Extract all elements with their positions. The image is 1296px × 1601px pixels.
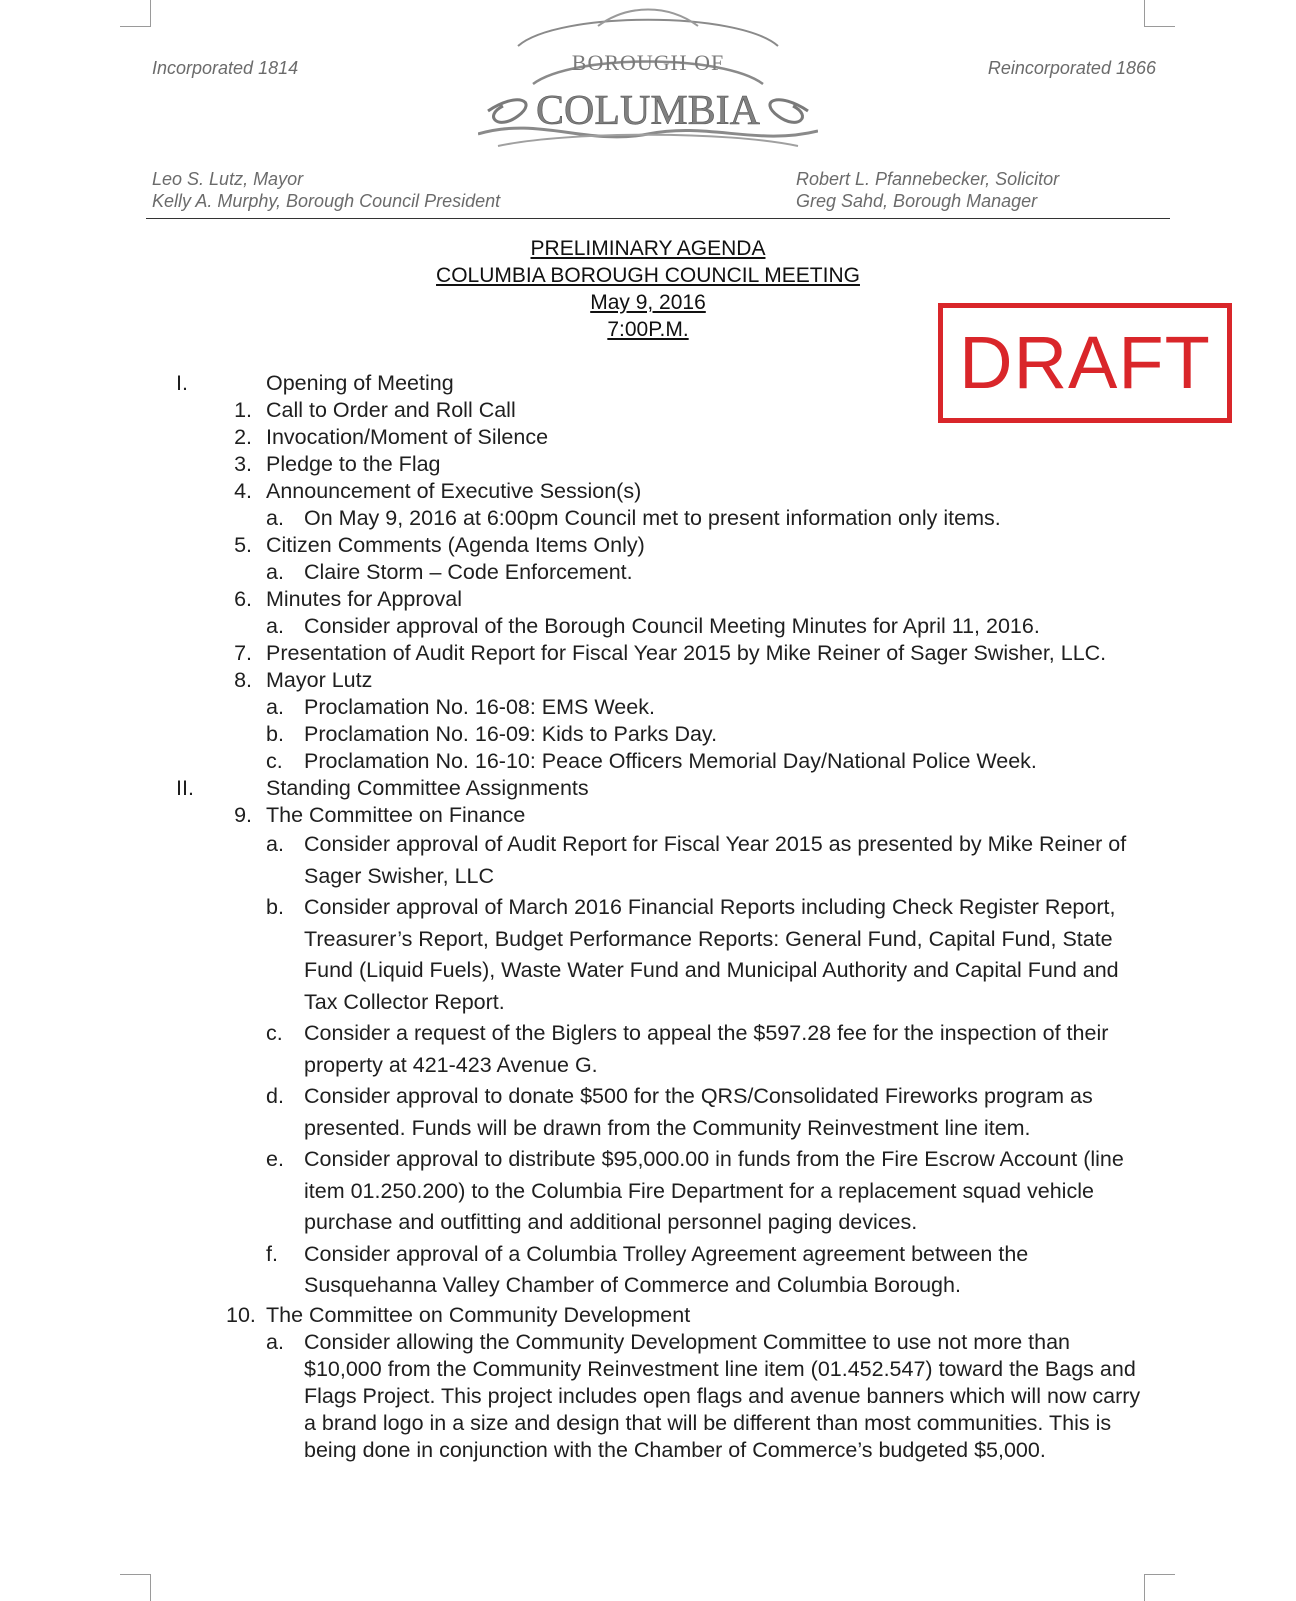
subitem-text: Consider approval of a Columbia Trolley Agreement agreement between the Susquehanna Valley Chamber of Commerce and Columbia Borough.	[304, 1241, 1029, 1297]
subitem-text: Consider approval of Audit Report for Fiscal Year 2015 as presented by Mike Reiner of Sager Swisher, LLC	[304, 832, 1127, 888]
subitem-letter: a.	[266, 832, 284, 856]
mayor-name: Leo S. Lutz, Mayor	[152, 169, 304, 189]
agenda-subitem	[0, 1144, 1296, 1239]
item-text: Call to Order and Roll Call	[266, 398, 516, 422]
agenda-subitem	[0, 829, 1296, 892]
crop-mark-bottom-left	[120, 1574, 151, 1601]
item-number: 2.	[234, 425, 252, 449]
header-divider	[146, 218, 1170, 219]
agenda-subitem	[0, 1018, 1296, 1081]
officials-left	[152, 168, 500, 212]
subitem-text: On May 9, 2016 at 6:00pm Council met to present information only items.	[304, 506, 1001, 530]
agenda-item	[0, 424, 1296, 451]
subitem-text: Claire Storm – Code Enforcement.	[304, 560, 633, 584]
subitem-letter: a.	[266, 695, 284, 719]
incorporated-text: Incorporated 1814	[152, 58, 299, 78]
subitem-letter: a.	[266, 1329, 284, 1354]
section-heading	[0, 370, 1296, 397]
subitem-letter: b.	[266, 722, 284, 746]
item-text: Mayor Lutz	[266, 668, 373, 692]
item-text: Presentation of Audit Report for Fiscal Year 2015 by Mike Reiner of Sager Swisher, LLC.	[266, 641, 1107, 665]
agenda-subitem	[0, 721, 1296, 748]
agenda-item	[0, 532, 1296, 559]
agenda-subitem	[0, 1081, 1296, 1144]
subitem-letter: c.	[266, 1021, 283, 1045]
item-text: Minutes for Approval	[266, 587, 462, 611]
subitem-text: Proclamation No. 16-10: Peace Officers Memorial Day/National Police Week.	[304, 749, 1037, 773]
subitem-text: Consider allowing the Community Development Committee to use not more than $10,000 from the Community Reinvestment line item (01.452.547) toward the Bags and Flags Project. This project includes open flags and avenue banners which will now carry a brand logo in a size and design that will be different than most communities. This is being done in conjunction with the Chamber of Commerce’s budgeted $5,000.	[304, 1329, 1141, 1462]
section-number: II.	[176, 776, 194, 800]
subitem-letter: c.	[266, 749, 283, 773]
meeting-time: 7:00P.M.	[607, 318, 689, 341]
meeting-date: May 9, 2016	[590, 291, 706, 314]
section-number: I.	[176, 371, 188, 395]
item-number: 9.	[234, 803, 252, 827]
agenda-item	[0, 397, 1296, 424]
solicitor-name: Robert L. Pfannebecker, Solicitor	[796, 169, 1060, 189]
subitem-text: Consider approval to donate $500 for the QRS/Consolidated Fireworks program as presented. Funds will be drawn from the Community Reinvestment line item.	[304, 1084, 1093, 1140]
crop-mark-top-right	[1144, 0, 1175, 27]
agenda-item	[0, 667, 1296, 694]
agenda-subitem	[0, 892, 1296, 1018]
logo-text-top: BOROUGH OF	[571, 50, 725, 75]
subitem-text: Proclamation No. 16-08: EMS Week.	[304, 695, 655, 719]
agenda-subitem	[0, 748, 1296, 775]
item-text: Pledge to the Flag	[266, 452, 441, 476]
agenda-subitem	[0, 694, 1296, 721]
item-number: 6.	[234, 587, 252, 611]
subitem-text: Consider approval of March 2016 Financial Reports including Check Register Report, Treasurer’s Report, Budget Performance Reports: General Fund, Capital Fund, State Fund (Liquid Fuels), Waste Water Fund and Municipal Authority and Capital Fund and Tax Collector Report.	[304, 895, 1119, 1014]
subitem-text: Consider approval to distribute $95,000.00 in funds from the Fire Escrow Account (line item 01.250.200) to the Columbia Fire Department for a replacement squad vehicle purchase and outfitting and additional personnel paging devices.	[304, 1147, 1124, 1234]
section-heading	[0, 775, 1296, 802]
borough-logo	[478, 6, 818, 156]
subitem-text: Consider approval of the Borough Council Meeting Minutes for April 11, 2016.	[304, 614, 1040, 638]
item-text: Announcement of Executive Session(s)	[266, 479, 642, 503]
item-text: Invocation/Moment of Silence	[266, 425, 549, 449]
item-number: 8.	[234, 668, 252, 692]
item-number: 5.	[234, 533, 252, 557]
agenda-subitem	[0, 1239, 1296, 1302]
title-line-1: PRELIMINARY AGENDA	[530, 237, 766, 260]
logo-text-main: COLUMBIA	[535, 88, 761, 134]
crop-mark-bottom-right	[1144, 1574, 1175, 1601]
agenda-subitem	[0, 613, 1296, 640]
subitem-letter: f.	[266, 1241, 278, 1266]
title-line-2: COLUMBIA BOROUGH COUNCIL MEETING	[436, 264, 860, 287]
agenda-item	[0, 451, 1296, 478]
item-number: 3.	[234, 452, 252, 476]
item-text: Citizen Comments (Agenda Items Only)	[266, 533, 645, 557]
subitem-letter: a.	[266, 506, 284, 530]
subitem-letter: a.	[266, 560, 284, 584]
agenda-item	[0, 802, 1296, 829]
agenda-subitem	[0, 505, 1296, 532]
manager-name: Greg Sahd, Borough Manager	[796, 191, 1038, 211]
agenda-item	[0, 1302, 1296, 1329]
item-number: 7.	[234, 641, 252, 665]
crop-mark-top-left	[120, 0, 151, 27]
agenda-subitem	[0, 1329, 1296, 1464]
subitem-letter: d.	[266, 1084, 284, 1108]
subitem-letter: b.	[266, 895, 284, 919]
agenda-item	[0, 640, 1296, 667]
item-text: The Committee on Finance	[266, 803, 526, 827]
subitem-text: Consider a request of the Biglers to appeal the $597.28 fee for the inspection of their property at 421-423 Avenue G.	[304, 1021, 1109, 1077]
council-president-name: Kelly A. Murphy, Borough Council President	[152, 191, 501, 211]
draft-stamp: DRAFT	[938, 303, 1232, 423]
item-text: The Committee on Community Development	[266, 1302, 691, 1327]
agenda-item	[0, 478, 1296, 505]
reincorporated-text: Reincorporated 1866	[987, 58, 1156, 78]
officials-right	[796, 168, 1059, 212]
item-number: 10.	[226, 1302, 256, 1327]
agenda-subitem	[0, 559, 1296, 586]
agenda-list	[0, 370, 1296, 1464]
item-number: 4.	[234, 479, 252, 503]
item-number: 1.	[234, 398, 252, 422]
section-text: Opening of Meeting	[266, 371, 454, 395]
subitem-text: Proclamation No. 16-09: Kids to Parks Day.	[304, 722, 718, 746]
subitem-letter: e.	[266, 1147, 284, 1171]
subitem-letter: a.	[266, 614, 284, 638]
agenda-item	[0, 586, 1296, 613]
section-text: Standing Committee Assignments	[266, 776, 589, 800]
